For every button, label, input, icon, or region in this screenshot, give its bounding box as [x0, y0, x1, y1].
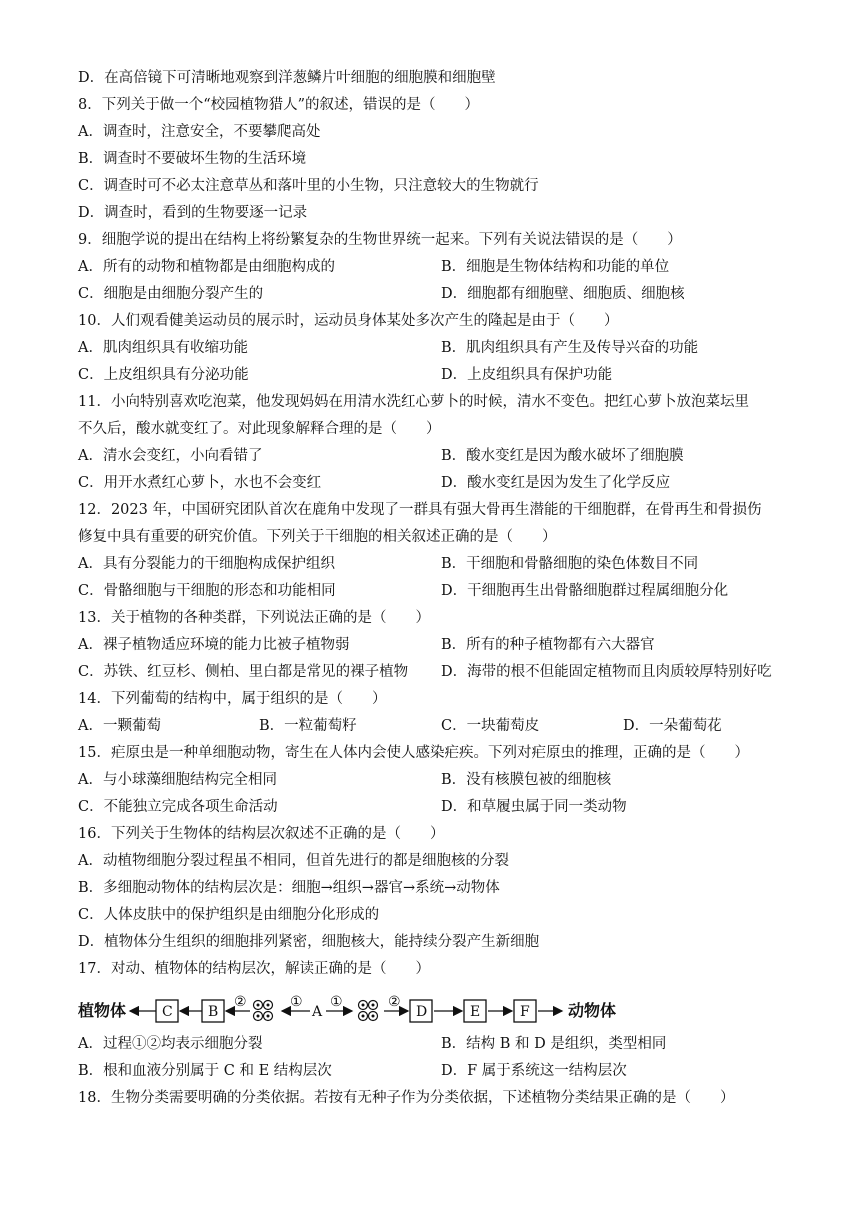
q17-option-b: B．结构 B 和 D 是组织，类型相同 — [441, 1036, 667, 1052]
q8-option-b: B．调查时不要破坏生物的生活环境 — [78, 151, 307, 167]
q14-option-b: B．一粒葡萄籽 — [259, 718, 357, 734]
q11-stem-line2: 不久后，酸水就变红了。对此现象解释合理的是（ ） — [78, 421, 441, 437]
cell-group-right — [359, 1001, 378, 1021]
q15-option-d: D．和草履虫属于同一类动物 — [441, 799, 627, 815]
q9-stem: 9．细胞学说的提出在结构上将纷繁复杂的生物世界统一起来。下列有关说法错误的是（ ） — [78, 232, 682, 248]
q16-option-d: D．植物体分生组织的细胞排列紧密，细胞核大，能持续分裂产生新细胞 — [78, 934, 540, 950]
q17-option-c: B．根和血液分别属于 C 和 E 结构层次 — [78, 1063, 332, 1079]
q7-option-d: D．在高倍镜下可清晰地观察到洋葱鳞片叶细胞的细胞膜和细胞壁 — [78, 70, 496, 86]
q13-stem: 13．关于植物的各种类群，下列说法正确的是（ ） — [78, 610, 430, 626]
box-d-label: D — [416, 1004, 428, 1020]
q8-option-d: D．调查时，看到的生物要逐一记录 — [78, 205, 308, 221]
q11-option-c: C．用开水煮红心萝卜，水也不会变红 — [78, 475, 322, 491]
q16-option-b: B．多细胞动物体的结构层次是：细胞→组织→器官→系统→动物体 — [78, 880, 500, 896]
diagram-animal-label: 动物体 — [568, 1001, 617, 1020]
q12-option-a: A．具有分裂能力的干细胞构成保护组织 — [78, 556, 335, 572]
q10-option-d: D．上皮组织具有保护功能 — [441, 367, 613, 383]
q11-stem-line1: 11．小向特别喜欢吃泡菜，他发现妈妈在用清水洗红心萝卜的时候，清水不变色。把红心萝卜放泡菜坛里 — [78, 394, 749, 410]
q14-option-a: A．一颗葡萄 — [78, 718, 161, 734]
q13-option-b: B．所有的种子植物都有六大器官 — [441, 637, 655, 653]
step1-right: ① — [330, 994, 343, 1010]
q11-option-d: D．酸水变红是因为发生了化学反应 — [441, 475, 671, 491]
q15-option-b: B．没有核膜包被的细胞核 — [441, 772, 612, 788]
q8-option-c: C．调查时可不必太注意草丛和落叶里的小生物，只注意较大的生物就行 — [78, 178, 539, 194]
q16-option-c: C．人体皮肤中的保护组织是由细胞分化形成的 — [78, 907, 380, 923]
q10-option-a: A．肌肉组织具有收缩功能 — [78, 340, 248, 356]
q11-option-a: A．清水会变红，小向看错了 — [78, 448, 263, 464]
q12-stem-line1: 12．2023 年，中国研究团队首次在鹿角中发现了一群具有强大骨再生潜能的干细胞群，在骨再生和骨损伤 — [78, 502, 762, 518]
q10-option-c: C．上皮组织具有分泌功能 — [78, 367, 249, 383]
q10-stem: 10．人们观看健美运动员的展示时，运动员身体某处多次产生的隆起是由于（ ） — [78, 313, 619, 329]
box-e-label: E — [470, 1004, 481, 1020]
box-c-label: C — [162, 1004, 173, 1020]
structure-hierarchy-diagram — [78, 994, 638, 1028]
diagram-plant-label: 植物体 — [78, 1001, 127, 1020]
q9-option-c: C．细胞是由细胞分裂产生的 — [78, 286, 264, 302]
q12-stem-line2: 修复中具有重要的研究价值。下列关于干细胞的相关叙述正确的是（ ） — [78, 529, 557, 545]
center-a-label: A — [312, 1004, 323, 1020]
q8-option-a: A．调查时，注意安全，不要攀爬高处 — [78, 124, 321, 140]
q16-stem: 16．下列关于生物体的结构层次叙述不正确的是（ ） — [78, 826, 445, 842]
q10-option-b: B．肌肉组织具有产生及传导兴奋的功能 — [441, 340, 699, 356]
q9-option-b: B．细胞是生物体结构和功能的单位 — [441, 259, 670, 275]
q14-option-d: D．一朵葡萄花 — [623, 718, 722, 734]
q17-option-a: A．过程①②均表示细胞分裂 — [78, 1036, 263, 1052]
q16-option-a: A．动植物细胞分裂过程虽不相同，但首先进行的都是细胞核的分裂 — [78, 853, 509, 869]
q18-stem: 18．生物分类需要明确的分类依据。若按有无种子作为分类依据，下述植物分类结果正确的是（ ） — [78, 1090, 735, 1106]
q15-option-a: A．与小球藻细胞结构完全相同 — [78, 772, 277, 788]
box-b-label: B — [208, 1004, 219, 1020]
q9-option-a: A．所有的动物和植物都是由细胞构成的 — [78, 259, 335, 275]
box-f-label: F — [520, 1004, 530, 1020]
q17-option-d: D．F 属于系统这一结构层次 — [441, 1063, 627, 1079]
q17-stem: 17．对动、植物体的结构层次，解读正确的是（ ） — [78, 961, 430, 977]
q13-option-d: D．海带的根不但能固定植物而且肉质较厚特别好吃 — [441, 664, 772, 680]
q13-option-a: A．裸子植物适应环境的能力比被子植物弱 — [78, 637, 350, 653]
step2-right: ② — [388, 994, 401, 1010]
q14-stem: 14．下列葡萄的结构中，属于组织的是（ ） — [78, 691, 387, 707]
q15-stem: 15．疟原虫是一种单细胞动物，寄生在人体内会使人感染疟疾。下列对疟原虫的推理，正确的是（ ） — [78, 745, 749, 761]
step2-left: ② — [234, 994, 247, 1010]
q12-option-b: B．干细胞和骨骼细胞的染色体数目不同 — [441, 556, 699, 572]
q11-option-b: B．酸水变红是因为酸水破坏了细胞膜 — [441, 448, 684, 464]
step1-left: ① — [290, 994, 303, 1010]
q13-option-c: C．苏铁、红豆杉、侧柏、里白都是常见的裸子植物 — [78, 664, 409, 680]
q15-option-c: C．不能独立完成各项生命活动 — [78, 799, 278, 815]
q12-option-c: C．骨骼细胞与干细胞的形态和功能相同 — [78, 583, 336, 599]
q8-stem: 8．下列关于做一个“校园植物猎人”的叙述，错误的是（ ） — [78, 97, 480, 113]
cell-group-left — [254, 1001, 273, 1021]
q12-option-d: D．干细胞再生出骨骼细胞群过程属细胞分化 — [441, 583, 729, 599]
q9-option-d: D．细胞都有细胞壁、细胞质、细胞核 — [441, 286, 685, 302]
q14-option-c: C．一块葡萄皮 — [441, 718, 540, 734]
